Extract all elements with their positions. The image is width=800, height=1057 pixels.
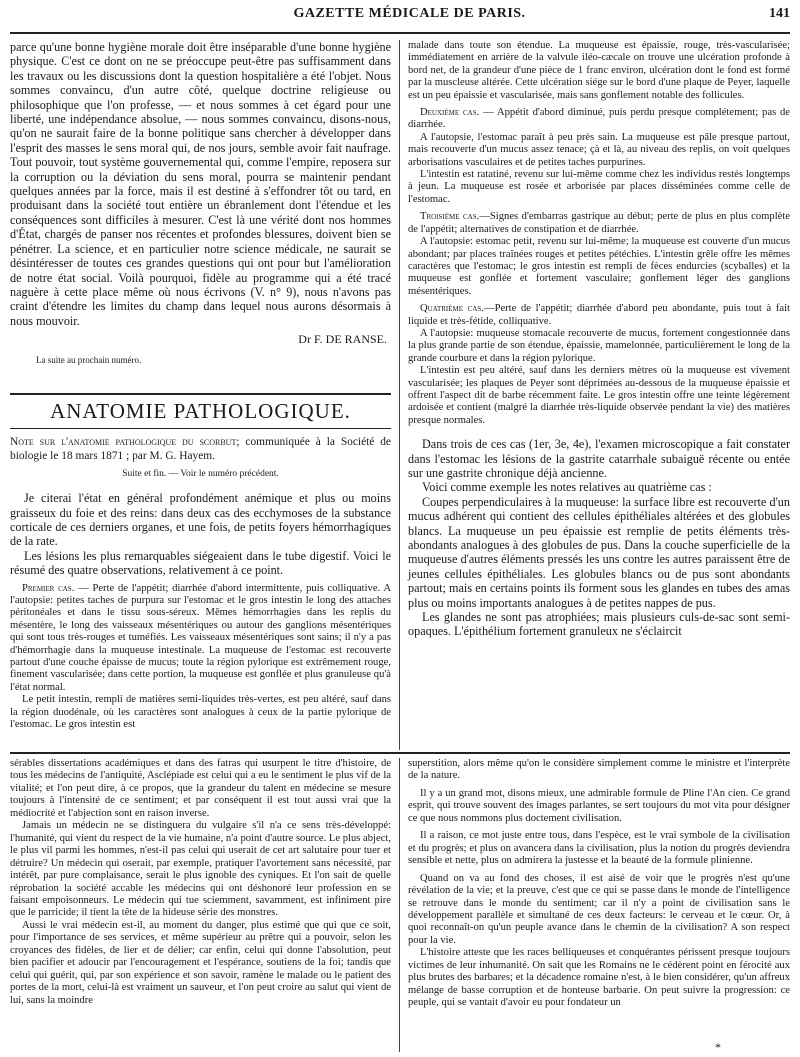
case-label: Premier cas. — [22, 582, 75, 594]
paragraph: Il y a un grand mot, disons mieux, une admirable formule de Pline l'An cien. Ce grand esprit, qui trouve souvent des images parlantes, se sert toujours du mot vita pour désigner ce que nous nommons plus doctement civilisation. — [408, 787, 790, 824]
paragraph: A l'autopsie: estomac petit, revenu sur lui-même; la muqueuse est couverte d'un mucus abondant; par places traînées rouges et petites pétéchies. L'intestin grêle offre les mêmes caractères que l'estomac; le gros intestin est rempli de fèces endurcies (scyballes) et la muqueuse est gonflée et fortement vasculaire; gonflement léger des ganglions mésentériques. — [408, 236, 790, 297]
intro-paragraph: parce qu'une bonne hygiène morale doit être inséparable d'une bonne hygiène physique. C'est ce dont on ne se préoccupe peut-être pas suffisamment dans les travaux ou les discussions dont la question hospitalière a été l'objet. Nous sommes convaincu, d'un autre côté, quelque doctrine religieuse ou philosophique que l'on professe, — et nous sommes à cet égard pour une liberté, une indépendance absolue, — nous sommes convaincu, disons-nous, qu'on ne saurait faire de la bonne politique sans chercher à développer dans l'esprit des masses le sens moral qui, de nos jours, semble avoir fait naufrage. Tout pouvoir, tout système gouvernemental qui, comme l'empire, reposera sur la corruption ou la déviation du sens moral, pourra se maintenir pendant quelques années par la force, mais il est destiné à s'effondrer tôt ou tard, en produisant dans la société tout entière un ébranlement dont l'étendue et les conséquences sont difficiles à mesurer. C'est là une vérité dont nos hommes d'État, chargés de panser nos récentes et profondes blessures, doivent bien se pénétrer. La science, et en particulier notre science médicale, ne saurait se désintéresser de toutes ces grandes questions qui ont pour but l'amélioration de notre état social. Voilà pourquoi, fidèle au programme qui a été tracé naguère à cette place même où nous écrivons (V. n° 9), nous n'avons pas craint d'étendre les limites du champ dans lequel nous aurons désormais à nous mouvoir. — [10, 40, 391, 328]
paragraph: Les glandes ne sont pas atrophiées; mais plusieurs culs-de-sac sont semi-opaques. L'épithélium fortement granuleux ne s'éclaircit — [408, 610, 790, 639]
upper-left-column — [10, 40, 400, 750]
footer-mark: * — [715, 1040, 721, 1054]
paragraph: Quand on va au fond des choses, il est aisé de voir que le progrès n'est qu'une révélation de la vie; et la preuve, c'est que ce qui se passe dans le monde de l'intelligence se retrouve dans le monde du sentiment; car il n'y a point de civilisation sans le développement parallèle et simultané de ces deux facteurs: le cerveau et le cœur. Or, à quoi reconnaît-on qu'un peuple avance dans le chemin de la civilisation? A son respect pour la vie. — [408, 872, 790, 946]
case-paragraph — [408, 211, 790, 236]
journal-title: GAZETTE MÉDICALE DE PARIS. — [293, 6, 526, 21]
article-title — [10, 435, 391, 463]
upper-section — [10, 40, 790, 750]
section-divider — [10, 752, 790, 754]
paragraph: Aussi le vrai médecin est-il, au moment du danger, plus estimé que qui que ce soit, pour l'importance de ses services, et même supérieur au prêtre qui a pouvoir, selon les croyances des fidèles, de lier et de délier; car enfin, celui qui donne l'absolution, peut bien pacifier et adoucir par l'encouragement et l'espérance, soutiens de la foi; tandis que celui qui guérit, qui, par son expérience et son savoir, ramène le malade ou le patient des portes de la mort, celui-là est vraiment un sauveur, et l'on peut croire au salut qui vient de lui, sans la moindre — [10, 919, 391, 1006]
author-signature: Dr F. DE RANSE. — [298, 332, 387, 347]
paragraph: L'intestin est ratatiné, revenu sur lui-même comme chez les individus restés longtemps à jeun. La muqueuse est rosée et arborisée par places disséminées comme celle de l'estomac. — [408, 169, 790, 205]
paragraph: Dans trois de ces cas (1er, 3e, 4e), l'examen microscopique a fait constater dans l'estomac les lésions de la gastrite catarrhale subaiguë récente ou entée sur une gastrite chronique déjà ancienne. — [408, 437, 790, 480]
paragraph: Jamais un médecin ne se distinguera du vulgaire s'il n'a ce sens très-développé: l'humanité, qui vient du respect de la vie humaine, n'a point d'autre source. Le plus abject, le plus vil parmi les hommes, n'est-il pas celui qui userait de cet art salutaire pour tuer et détruire? Un médecin qui oserait, par exemple, pratiquer l'avortement sans nécessité, par intérêt, par pure complaisance, serait le plus ignoble des cyniques. Et l'on sait de quelle réprobation la société accable les médecins qui ont déshonoré leur profession en se faisant empoisonneurs. Le médecin qui tue sciemment, savamment, est infiniment pire que le parricide; il tient la tête de la hideuse série des monstres. — [10, 820, 391, 919]
paragraph: Le petit intestin, rempli de matières semi-liquides très-vertes, est peu altéré, sauf dans la région duodénale, où les caractères sont analogues à ceux de la partie pylorique de l'estomac. Le gros intestin est — [10, 694, 391, 731]
paragraph: superstition, alors même qu'on le considère simplement comme le ministre et l'interprète de la nature. — [408, 758, 790, 782]
page-number: 141 — [769, 6, 790, 21]
article-title-main: Note sur l'anatomie pathologique du scorbut; — [10, 436, 240, 449]
case-text: — Perte de l'appétit; diarrhée d'abord intermittente, puis colliquative. A l'autopsie: petites taches de purpura sur l'estomac et le gros intestin le long des attaches péritonéales et dans le tissu sous-séreux. Mêmes hémorrhagies dans les replis du mésentère, le long des vaisseaux mésentériques ou autour des ganglions mésentériques qui sont tous très-rouges et tuméfiés. Les vaisseaux mésentériques sont sains; il n'y a pas d'hémorrhagie dans la muqueuse intestinale. La muqueuse de l'estomac est recouverte partout d'une couche épaisse de mucus; toute la région pylorique est extrêmement rouge, finement vascularisée; dans cette portion, la muqueuse est gonflée et plus granuleuse qu'à l'état normal. — [10, 582, 391, 693]
suite-note: Suite et fin. — Voir le numéro précédent. — [122, 469, 279, 480]
upper-right-column — [400, 40, 790, 750]
paragraph: L'intestin est peu altéré, sauf dans les derniers mètres où la muqueuse est vivement vascularisée; les plaques de Peyer sont déprimées au-dessous de la muqueuse épaissie et offrent l'aspect dit de barbe récemment faite. Le gros intestin offre une teinte légèrement ardoisée et contient (malgré la diarrhée très-liquide observée pendant la vie) des matières presque normales. — [408, 365, 790, 426]
paragraph: Les lésions les plus remarquables siégeaient dans le tube digestif. Voici le résumé des quatre observations, relativement à ce point. — [10, 548, 391, 578]
lower-left-column — [10, 758, 400, 1052]
case-paragraph — [408, 107, 790, 132]
case-label: Quatrième cas. — [420, 303, 484, 315]
lower-section — [10, 758, 790, 1052]
paragraph: L'histoire atteste que les races belliqueuses et conquérantes périssent presque toujours victimes de leur inhumanité. On sait que les Romains ne le cédèrent point en férocité aux plus brutes des barbares; et la décadence romaine n'est, à le bien considérer, qu'un affreux mélange de basse corruption et de honteuse barbarie. On peut suivre la progression: ce peuple, qui se vantait d'avoir eu pour fondateur un — [408, 947, 790, 1009]
paragraph: Je citerai l'état en général profondément anémique et plus ou moins graisseux du foie et des reins: dans deux cas des ecchymoses de la substance corticale de ces derniers organes, et une fois, de petits foyers hémorrhagiques de la rate. — [10, 491, 391, 549]
case-text: —Signes d'embarras gastrique au début; perte de plus en plus complète de l'appétit; alternatives de constipation et de diarrhée. — [408, 211, 790, 235]
section-heading: ANATOMIE PATHOLOGIQUE. — [10, 393, 391, 429]
case-text: —Perte de l'appétit; diarrhée d'abord peu abondante, puis tout à fait liquide et très-fétide, colliquative. — [408, 303, 790, 327]
paragraph: Voici comme exemple les notes relatives au quatrième cas : — [422, 480, 712, 495]
page-header — [10, 6, 790, 34]
paragraph: sérables dissertations académiques et dans des fatras qui usurpent le titre d'histoire, de tous les médecins de l'antiquité, Asclépiade est celui qui a eu le sentiment le plus vif de la vitalité; et l'on peut dire, à ce propos, que la grandeur du talent en médecine se mesure toujours à l'intensité de ce sentiment; et par conséquent il est tout aussi vrai que la médiocrité et l'abjection sont en raison inverse. — [10, 758, 391, 819]
case-paragraph — [408, 303, 790, 328]
paragraph: malade dans toute son étendue. La muqueuse est épaissie, rouge, très-vascularisée; immédiatement en arrière de la valvule iléo-cæcale on trouve une ulcération profonde à bord net, de la grandeur d'une pièce de 1 franc environ, ulcération dont le fond est formé par la muscleuse altérée. Cette ulcération siége sur le bord d'une plaque de Peyer, laquelle est un peu épaissie et vascularisée, mais sans gonflement notable des follicules. — [408, 40, 790, 101]
case-paragraph — [10, 583, 391, 695]
paragraph: A l'autopsie: muqueuse stomacale recouverte de mucus, fortement congestionnée dans la plus grande partie de son étendue, épaissie, mamelonnée, particulièrement le long de la grande courbure et dans la région pylorique. — [408, 327, 790, 364]
continued-note: La suite au prochain numéro. — [36, 355, 142, 366]
case-text: — Appétit d'abord diminué, puis perdu presque complétement; pas de diarrhée. — [408, 107, 790, 131]
paragraph: Il a raison, ce mot juste entre tous, dans l'espèce, est le vrai symbole de la civilisation et du progrès; et plus on avancera dans la civilisation, plus la notion du progrès deviendra sensible et nette, plus on admirera la justesse et la beauté de la formule plinienne. — [408, 830, 790, 867]
article-title-rest: communiquée à la Société de biologie le 18 mars 1871 ; par M. G. Hayem. — [10, 436, 391, 463]
lower-right-column — [400, 758, 790, 1052]
case-label: Troisième cas. — [420, 211, 480, 223]
case-label: Deuxième cas. — [420, 107, 480, 119]
paragraph: A l'autopsie, l'estomac paraît à peu près sain. La muqueuse est pâle presque partout, mais recouverte d'un mucus assez tenace; çà et là, au niveau des replis, on voit quelques arborisations vasculaires et de petites taches purpurines. — [408, 131, 790, 168]
paragraph: Coupes perpendiculaires à la muqueuse: la surface libre est recouverte d'un mucus adhérent qui contient des cellules épithéliales altérées et des globules blancs. La muqueuse un peu épaissie est remplie de petits éléments très-abondants analogues à des globules de pus. Dans la couche superficielle de la muqueuse d'autres éléments pressés les uns contre les autres paraissent être de jeunes cellules épithéliales. Les globules blancs ou de pus sont abondants partout; mais en certains points ils forment sous les glandes en tubes des amas plus ou moins importants analogues à de petites nappes de pus. — [408, 494, 790, 610]
